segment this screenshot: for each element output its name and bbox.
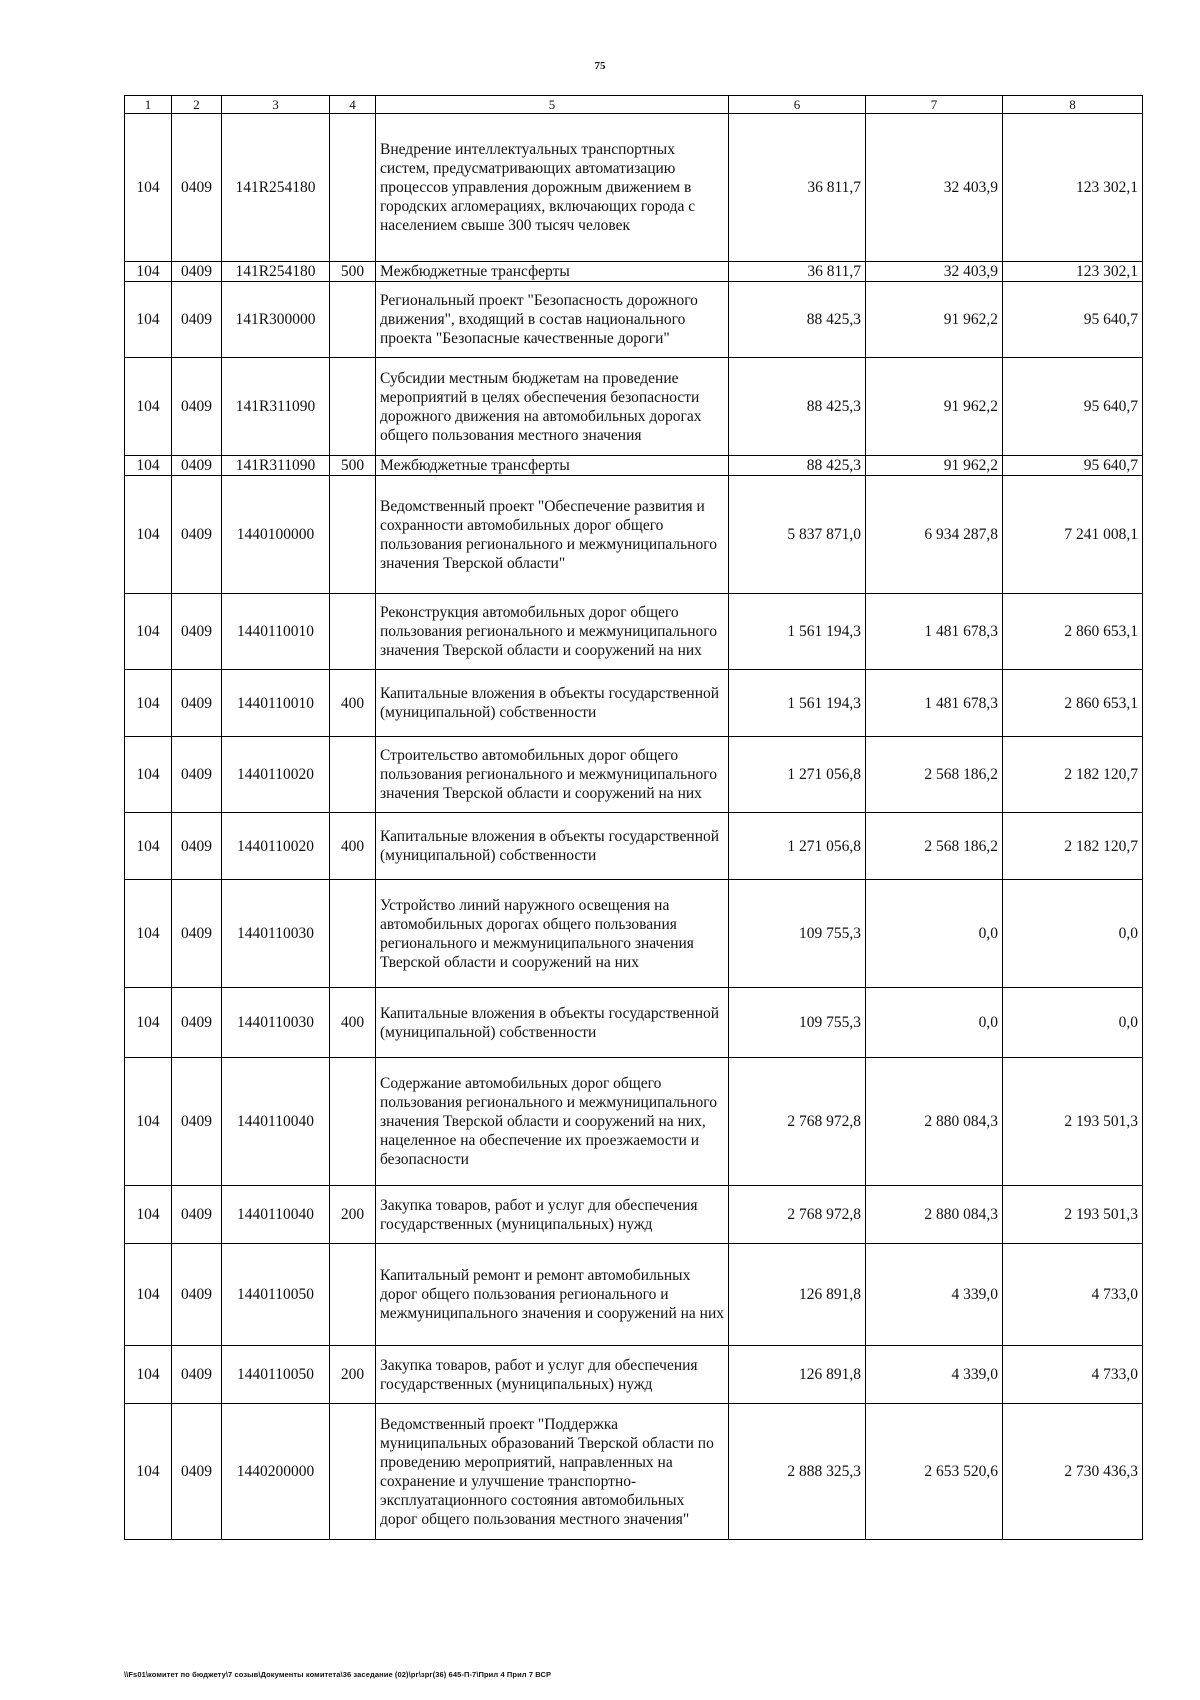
cell-amount-year-2: 2 880 084,3: [866, 1058, 1003, 1186]
cell-amount-year-1: 36 811,7: [729, 262, 866, 282]
page-number: 75: [594, 60, 606, 72]
budget-table: [124, 95, 1143, 1540]
cell-subsection: 0409: [172, 262, 222, 282]
cell-subsection: 0409: [172, 880, 222, 988]
cell-description: Межбюджетные трансферты: [376, 456, 729, 476]
cell-section: 104: [125, 1404, 172, 1540]
header-col-6: 6: [729, 96, 866, 114]
cell-expense-type: [330, 594, 376, 670]
cell-subsection: 0409: [172, 594, 222, 670]
cell-subsection: 0409: [172, 988, 222, 1058]
table-row: [125, 1058, 1143, 1186]
cell-target-article: 1440100000: [222, 476, 330, 594]
cell-section: 104: [125, 670, 172, 737]
cell-description: Закупка товаров, работ и услуг для обеспечения государственных (муниципальных) нужд: [376, 1346, 729, 1404]
cell-subsection: 0409: [172, 813, 222, 880]
cell-expense-type: [330, 880, 376, 988]
cell-expense-type: 500: [330, 456, 376, 476]
cell-target-article: 1440110010: [222, 594, 330, 670]
cell-amount-year-3: 95 640,7: [1003, 358, 1143, 456]
cell-amount-year-3: 2 193 501,3: [1003, 1186, 1143, 1244]
cell-target-article: 141R311090: [222, 456, 330, 476]
cell-description: Капитальные вложения в объекты государственной (муниципальной) собственности: [376, 988, 729, 1058]
header-col-3: 3: [222, 96, 330, 114]
header-col-1: 1: [125, 96, 172, 114]
cell-amount-year-2: 6 934 287,8: [866, 476, 1003, 594]
cell-amount-year-1: 1 561 194,3: [729, 670, 866, 737]
cell-target-article: 1440110020: [222, 737, 330, 813]
cell-subsection: 0409: [172, 114, 222, 262]
cell-amount-year-2: 2 568 186,2: [866, 737, 1003, 813]
cell-amount-year-3: 123 302,1: [1003, 114, 1143, 262]
cell-amount-year-3: 4 733,0: [1003, 1346, 1143, 1404]
cell-amount-year-1: 88 425,3: [729, 456, 866, 476]
cell-description: Строительство автомобильных дорог общего пользования регионального и межмуниципального значения Тверской области и сооружений на них: [376, 737, 729, 813]
cell-description: Устройство линий наружного освещения на автомобильных дорогах общего пользования регионального и межмуниципального значения Тверской области и сооружений на них: [376, 880, 729, 988]
table-row: [125, 594, 1143, 670]
cell-subsection: 0409: [172, 1244, 222, 1346]
cell-section: 104: [125, 358, 172, 456]
cell-section: 104: [125, 456, 172, 476]
table-row: [125, 476, 1143, 594]
cell-amount-year-3: 7 241 008,1: [1003, 476, 1143, 594]
table-row: [125, 670, 1143, 737]
cell-expense-type: [330, 476, 376, 594]
cell-amount-year-3: 95 640,7: [1003, 282, 1143, 358]
cell-section: 104: [125, 476, 172, 594]
cell-amount-year-2: 2 880 084,3: [866, 1186, 1003, 1244]
cell-amount-year-1: 5 837 871,0: [729, 476, 866, 594]
cell-target-article: 1440110020: [222, 813, 330, 880]
cell-amount-year-1: 88 425,3: [729, 282, 866, 358]
cell-expense-type: [330, 737, 376, 813]
cell-amount-year-2: 91 962,2: [866, 282, 1003, 358]
cell-target-article: 1440110050: [222, 1346, 330, 1404]
cell-subsection: 0409: [172, 670, 222, 737]
cell-amount-year-2: 2 653 520,6: [866, 1404, 1003, 1540]
cell-expense-type: [330, 358, 376, 456]
table-header: [125, 96, 1143, 114]
cell-amount-year-2: 1 481 678,3: [866, 594, 1003, 670]
cell-amount-year-2: 4 339,0: [866, 1346, 1003, 1404]
cell-target-article: 1440110040: [222, 1186, 330, 1244]
cell-section: 104: [125, 1346, 172, 1404]
cell-expense-type: [330, 1244, 376, 1346]
cell-target-article: 1440110050: [222, 1244, 330, 1346]
cell-amount-year-3: 123 302,1: [1003, 262, 1143, 282]
cell-target-article: 141R254180: [222, 262, 330, 282]
header-col-4: 4: [330, 96, 376, 114]
table-row: [125, 1404, 1143, 1540]
cell-target-article: 1440110040: [222, 1058, 330, 1186]
header-col-5: 5: [376, 96, 729, 114]
cell-amount-year-3: 2 182 120,7: [1003, 813, 1143, 880]
cell-expense-type: 400: [330, 813, 376, 880]
cell-amount-year-3: 95 640,7: [1003, 456, 1143, 476]
cell-expense-type: 400: [330, 670, 376, 737]
table-row: [125, 1346, 1143, 1404]
cell-expense-type: 400: [330, 988, 376, 1058]
cell-subsection: 0409: [172, 1404, 222, 1540]
table-row: [125, 358, 1143, 456]
cell-description: Капитальные вложения в объекты государственной (муниципальной) собственности: [376, 813, 729, 880]
table-body: [125, 114, 1143, 1540]
cell-amount-year-2: 4 339,0: [866, 1244, 1003, 1346]
cell-amount-year-1: 126 891,8: [729, 1346, 866, 1404]
header-col-2: 2: [172, 96, 222, 114]
table-row: [125, 262, 1143, 282]
cell-subsection: 0409: [172, 476, 222, 594]
cell-amount-year-2: 2 568 186,2: [866, 813, 1003, 880]
cell-description: Капитальные вложения в объекты государственной (муниципальной) собственности: [376, 670, 729, 737]
cell-amount-year-2: 0,0: [866, 988, 1003, 1058]
cell-expense-type: [330, 282, 376, 358]
table-row: [125, 813, 1143, 880]
cell-amount-year-2: 91 962,2: [866, 456, 1003, 476]
cell-section: 104: [125, 1058, 172, 1186]
cell-target-article: 141R300000: [222, 282, 330, 358]
cell-subsection: 0409: [172, 456, 222, 476]
cell-amount-year-2: 91 962,2: [866, 358, 1003, 456]
cell-amount-year-1: 1 271 056,8: [729, 737, 866, 813]
cell-amount-year-1: 2 768 972,8: [729, 1186, 866, 1244]
cell-amount-year-1: 1 561 194,3: [729, 594, 866, 670]
cell-description: Ведомственный проект "Обеспечение развития и сохранности автомобильных дорог общего пользования регионального и межмуниципального значения Тверской области": [376, 476, 729, 594]
cell-target-article: 141R311090: [222, 358, 330, 456]
cell-target-article: 141R254180: [222, 114, 330, 262]
cell-amount-year-2: 1 481 678,3: [866, 670, 1003, 737]
cell-amount-year-2: 32 403,9: [866, 114, 1003, 262]
cell-description: Субсидии местным бюджетам на проведение мероприятий в целях обеспечения безопасности дорожного движения на автомобильных дорогах общего пользования местного значения: [376, 358, 729, 456]
cell-amount-year-3: 0,0: [1003, 880, 1143, 988]
cell-amount-year-3: 2 860 653,1: [1003, 594, 1143, 670]
table-row: [125, 1186, 1143, 1244]
cell-subsection: 0409: [172, 1058, 222, 1186]
cell-amount-year-1: 2 768 972,8: [729, 1058, 866, 1186]
cell-amount-year-3: 2 182 120,7: [1003, 737, 1143, 813]
cell-amount-year-3: 4 733,0: [1003, 1244, 1143, 1346]
cell-subsection: 0409: [172, 358, 222, 456]
cell-amount-year-3: 2 730 436,3: [1003, 1404, 1143, 1540]
cell-section: 104: [125, 262, 172, 282]
footer-file-path: \\Fs01\комитет по бюджету\7 созыв\Документы комитета\36 заседание (02)\рг\зрг(36) 645-П-7\Прил 4 Прил 7 ВСР: [124, 1670, 552, 1679]
cell-description: Реконструкция автомобильных дорог общего пользования регионального и межмуниципального значения Тверской области и сооружений на них: [376, 594, 729, 670]
cell-section: 104: [125, 880, 172, 988]
cell-section: 104: [125, 1186, 172, 1244]
cell-subsection: 0409: [172, 282, 222, 358]
table-row: [125, 1244, 1143, 1346]
header-row: [125, 96, 1143, 114]
table-row: [125, 988, 1143, 1058]
cell-amount-year-2: 32 403,9: [866, 262, 1003, 282]
cell-amount-year-2: 0,0: [866, 880, 1003, 988]
cell-amount-year-3: 0,0: [1003, 988, 1143, 1058]
cell-subsection: 0409: [172, 1346, 222, 1404]
cell-section: 104: [125, 282, 172, 358]
table-row: [125, 456, 1143, 476]
cell-target-article: 1440110030: [222, 880, 330, 988]
header-col-7: 7: [866, 96, 1003, 114]
cell-section: 104: [125, 813, 172, 880]
table-row: [125, 114, 1143, 262]
cell-amount-year-1: 88 425,3: [729, 358, 866, 456]
cell-description: Региональный проект "Безопасность дорожного движения", входящий в состав национального проекта "Безопасные качественные дороги": [376, 282, 729, 358]
table-row: [125, 282, 1143, 358]
cell-section: 104: [125, 1244, 172, 1346]
cell-amount-year-1: 2 888 325,3: [729, 1404, 866, 1540]
cell-section: 104: [125, 988, 172, 1058]
cell-expense-type: [330, 1404, 376, 1540]
cell-amount-year-1: 1 271 056,8: [729, 813, 866, 880]
cell-amount-year-1: 109 755,3: [729, 880, 866, 988]
cell-section: 104: [125, 594, 172, 670]
cell-subsection: 0409: [172, 1186, 222, 1244]
cell-amount-year-1: 109 755,3: [729, 988, 866, 1058]
table-row: [125, 880, 1143, 988]
cell-target-article: 1440110010: [222, 670, 330, 737]
cell-section: 104: [125, 737, 172, 813]
cell-description: Содержание автомобильных дорог общего пользования регионального и межмуниципального значения Тверской области и сооружений на них, нацеленное на обеспечение их проезжаемости и безопасности: [376, 1058, 729, 1186]
cell-expense-type: 200: [330, 1346, 376, 1404]
cell-expense-type: [330, 114, 376, 262]
cell-expense-type: 200: [330, 1186, 376, 1244]
cell-amount-year-1: 126 891,8: [729, 1244, 866, 1346]
cell-target-article: 1440110030: [222, 988, 330, 1058]
cell-expense-type: [330, 1058, 376, 1186]
cell-description: Капитальный ремонт и ремонт автомобильных дорог общего пользования регионального и межмуниципального значения и сооружений на них: [376, 1244, 729, 1346]
cell-section: 104: [125, 114, 172, 262]
cell-amount-year-3: 2 860 653,1: [1003, 670, 1143, 737]
cell-description: Ведомственный проект "Поддержка муниципальных образований Тверской области по проведению мероприятий, направленных на сохранение и улучшение транспортно-эксплуатационного состояния автомобильных дорог общего пользования местного значения": [376, 1404, 729, 1540]
cell-amount-year-1: 36 811,7: [729, 114, 866, 262]
cell-description: Межбюджетные трансферты: [376, 262, 729, 282]
header-col-8: 8: [1003, 96, 1143, 114]
cell-expense-type: 500: [330, 262, 376, 282]
cell-description: Внедрение интеллектуальных транспортных систем, предусматривающих автоматизацию процессов управления дорожным движением в городских агломерациях, включающих города с населением свыше 300 тысяч человек: [376, 114, 729, 262]
table-row: [125, 737, 1143, 813]
cell-amount-year-3: 2 193 501,3: [1003, 1058, 1143, 1186]
cell-subsection: 0409: [172, 737, 222, 813]
cell-target-article: 1440200000: [222, 1404, 330, 1540]
cell-description: Закупка товаров, работ и услуг для обеспечения государственных (муниципальных) нужд: [376, 1186, 729, 1244]
